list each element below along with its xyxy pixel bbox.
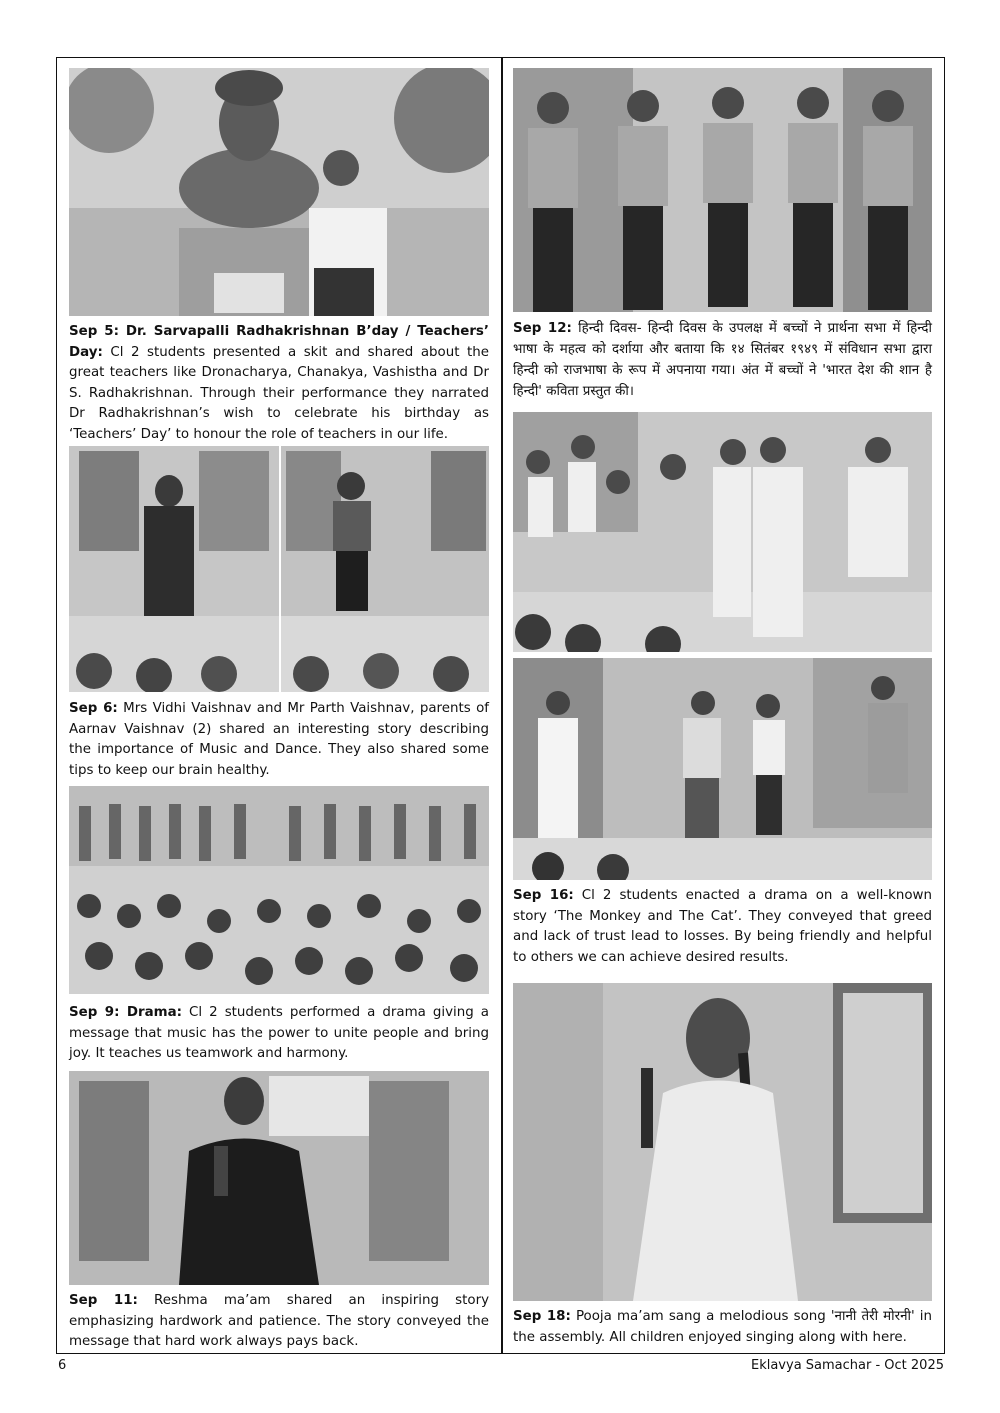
- song-title: 'नानी तेरी मोरनी': [830, 1309, 915, 1324]
- caption-text: Cl 2 students presented a skit and shared about the great teachers like Dronacharya, Chanakya, Vashistha and Dr S. Radhakrishnan. Through their performance they narrated Dr Radhakrishnan’s wish to celebrate his birthday as ‘Teachers’ Day’ to honour the role of teachers in our life.: [69, 344, 489, 442]
- caption-date: Sep 12:: [513, 321, 572, 336]
- photo-monkey-and-cat-drama: [513, 658, 932, 880]
- caption-sep18: [513, 1307, 932, 1348]
- caption-sep9: [69, 1003, 489, 1065]
- caption-text: Reshma ma’am shared an inspiring story emphasizing hardwork and patience. The story conveyed the message that hard work always pays back.: [69, 1293, 489, 1349]
- caption-date: Sep 11:: [69, 1293, 138, 1308]
- caption-text: Mrs Vidhi Vaishnav and Mr Parth Vaishnav, parents of Aarnav Vaishnav (2) shared an interesting story describing the importance of Music and Dance. They also shared some tips to keep our brain healthy.: [69, 701, 489, 778]
- caption-date: Sep 16:: [513, 888, 574, 903]
- photo-parents-talk-mother: [69, 446, 279, 692]
- photo-drama-assembly: [69, 786, 489, 994]
- caption-date: Sep 9:: [69, 1005, 120, 1020]
- photo-hindi-diwas-poem: [513, 412, 932, 652]
- caption-sep12: [513, 318, 932, 402]
- caption-sep6: [69, 699, 489, 781]
- photo-parents-talk-father: [281, 446, 489, 692]
- page-number: 6: [58, 1358, 67, 1373]
- caption-date: Sep 6:: [69, 701, 118, 716]
- caption-text: हिन्दी दिवस- हिन्दी दिवस के उपलक्ष में बच्चों ने प्रार्थना सभा में हिन्दी भाषा के महत्व को दर्शाया और बताया कि १४ सितंबर १९४९ में संविधान सभा द्वारा हिन्दी को राजभाषा के रूप में अपनाया गया। अंत में बच्चों ने 'भारत देश की शान है हिन्दी' कविता प्रस्तुत की।: [513, 321, 932, 399]
- caption-sep5: [69, 322, 489, 445]
- caption-title: Dr. Sarvapalli Radhakrishnan B’day / Teachers’ Day:: [69, 324, 489, 360]
- photo-pooja-singing: [513, 983, 932, 1301]
- photo-hindi-diwas-students: [513, 68, 932, 312]
- column-divider: [501, 57, 503, 1354]
- caption-text: in the assembly. All children enjoyed singing along with here.: [513, 1309, 933, 1345]
- caption-text: Pooja ma’am sang a melodious song: [570, 1309, 831, 1324]
- caption-title: Drama:: [119, 1005, 182, 1020]
- caption-text: Cl 2 students enacted a drama on a well-known story ‘The Monkey and The Cat’. They conveyed that greed and lack of trust lead to losses. By being friendly and helpful to others we can achieve desired results.: [513, 888, 932, 965]
- caption-sep16: [513, 886, 932, 968]
- caption-date: Sep 18:: [513, 1309, 571, 1324]
- photo-teachers-day-bust: [69, 68, 489, 316]
- caption-date: Sep 5:: [69, 324, 119, 339]
- photo-reshma-story: [69, 1071, 489, 1285]
- caption-sep11: [69, 1291, 489, 1353]
- caption-text: Cl 2 students performed a drama giving a message that music has the power to unite people and bring joy. It teaches us teamwork and harmony.: [69, 1005, 489, 1061]
- publication-name: Eklavya Samachar - Oct 2025: [750, 1358, 944, 1373]
